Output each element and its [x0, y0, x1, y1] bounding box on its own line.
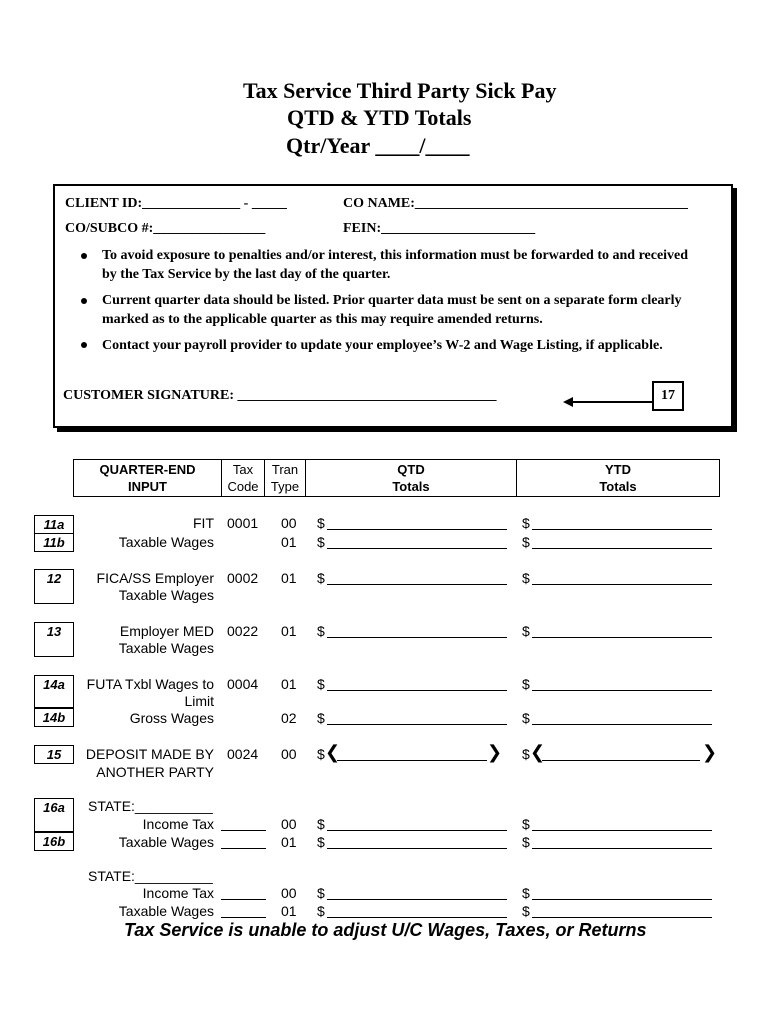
- dollar-sign: $: [317, 816, 325, 832]
- tax-code: 0002: [227, 570, 259, 586]
- taxable-wages-code-input-2[interactable]: [221, 917, 266, 918]
- line-box-16b: 16b: [34, 832, 74, 851]
- dollar-sign: $: [317, 746, 325, 762]
- tax-code: 0004: [227, 676, 259, 692]
- row-label-taxable-wages: Taxable Wages: [118, 903, 214, 919]
- dollar-sign: $: [522, 885, 530, 901]
- dollar-sign: $: [522, 676, 530, 692]
- income-tax-code-input[interactable]: [221, 830, 266, 831]
- chevron-right-icon: ❯: [702, 742, 718, 763]
- dollar-sign: $: [317, 623, 325, 639]
- ytd-input-17a[interactable]: [532, 899, 712, 900]
- chevron-left-icon: ❮: [530, 742, 546, 763]
- qtd-input-16a[interactable]: [327, 830, 507, 831]
- tran-type: 01: [281, 623, 297, 639]
- row-label-taxable-wages: Taxable Wages: [118, 834, 214, 850]
- row-label-employer-med: Employer MED: [119, 623, 214, 639]
- tran-type: 01: [281, 834, 297, 850]
- dollar-sign: $: [522, 515, 530, 531]
- tran-type: 02: [281, 710, 297, 726]
- row-label-taxable-wages: Taxable Wages: [118, 640, 214, 656]
- ytd-input-12[interactable]: [532, 584, 712, 585]
- ytd-input-11b[interactable]: [532, 548, 712, 549]
- ytd-input-16b[interactable]: [532, 848, 712, 849]
- qtd-input-16b[interactable]: [327, 848, 507, 849]
- row-label-taxable-wages: Taxable Wages: [118, 587, 214, 603]
- tran-type: 00: [281, 885, 297, 901]
- qtd-input-15[interactable]: [337, 760, 487, 761]
- ytd-input-11a[interactable]: [532, 529, 712, 530]
- dollar-sign: $: [317, 710, 325, 726]
- line-box-14b: 14b: [34, 708, 74, 727]
- dollar-sign: $: [522, 834, 530, 850]
- chevron-left-icon: ❮: [325, 742, 341, 763]
- table-header: [73, 459, 720, 497]
- qtd-input-11b[interactable]: [327, 548, 507, 549]
- tran-type: 00: [281, 515, 297, 531]
- form-title: Tax Service Third Party Sick Pay: [243, 78, 557, 103]
- notice-bullet-2: Current quarter data should be listed. Prior quarter data must be sent on a separate form clearly marked as to the applicable quarter as this may require amended returns.: [102, 293, 682, 327]
- line-box-14a: 14a: [34, 675, 74, 708]
- dollar-sign: $: [522, 746, 530, 762]
- client-id-field[interactable]: CLIENT ID:______________ - _____: [65, 196, 287, 211]
- notice-bullet-1: To avoid exposure to penalties and/or interest, this information must be forwarded to and received by the Tax Service by the last day of the quarter.: [102, 248, 689, 282]
- tran-type: 00: [281, 746, 297, 762]
- qtd-input-12[interactable]: [327, 584, 507, 585]
- tax-code: 0024: [227, 746, 259, 762]
- tran-type: 01: [281, 534, 297, 550]
- taxable-wages-code-input[interactable]: [221, 848, 266, 849]
- notice-bullet-3: Contact your payroll provider to update your employee’s W-2 and Wage Listing, if applicable.: [102, 338, 663, 353]
- dollar-sign: $: [317, 570, 325, 586]
- row-label-limit: Limit: [184, 693, 214, 709]
- row-label-income-tax: Income Tax: [142, 885, 214, 901]
- row-label-fit: FIT: [193, 515, 214, 531]
- line-box-13: 13: [34, 622, 74, 657]
- bullet-icon: [81, 253, 87, 259]
- line-box-16a: 16a: [34, 798, 74, 832]
- qtd-input-13[interactable]: [327, 637, 507, 638]
- tran-type: 01: [281, 676, 297, 692]
- header-ytd-totals: YTD Totals: [599, 462, 637, 494]
- ytd-input-16a[interactable]: [532, 830, 712, 831]
- qtr-year-field[interactable]: Qtr/Year ____/____: [286, 133, 470, 158]
- dollar-sign: $: [317, 885, 325, 901]
- dollar-sign: $: [522, 534, 530, 550]
- qtd-input-11a[interactable]: [327, 529, 507, 530]
- line-box-11b: 11b: [34, 533, 74, 552]
- client-info-box: [53, 184, 733, 428]
- qtd-input-14a[interactable]: [327, 690, 507, 691]
- co-name-field[interactable]: CO NAME:_______________________________________: [343, 196, 688, 211]
- income-tax-code-input-2[interactable]: [221, 899, 266, 900]
- line-box-15: 15: [34, 745, 74, 764]
- dollar-sign: $: [317, 834, 325, 850]
- row-label-gross-wages: Gross Wages: [129, 710, 214, 726]
- chevron-right-icon: ❯: [487, 742, 503, 763]
- tran-type: 01: [281, 570, 297, 586]
- customer-signature-field[interactable]: CUSTOMER SIGNATURE: _____________________________________: [63, 388, 497, 403]
- ytd-input-14a[interactable]: [532, 690, 712, 691]
- footer-notice: Tax Service is unable to adjust U/C Wages, Taxes, or Returns: [124, 920, 647, 940]
- state-field-2[interactable]: STATE:__________: [88, 868, 213, 884]
- dollar-sign: $: [522, 623, 530, 639]
- form-subtitle: QTD & YTD Totals: [287, 105, 472, 130]
- row-label-fica-ss-employer: FICA/SS Employer: [96, 570, 214, 586]
- ytd-input-14b[interactable]: [532, 724, 712, 725]
- dollar-sign: $: [522, 816, 530, 832]
- arrow-line: [570, 401, 652, 403]
- ytd-input-15[interactable]: [542, 760, 700, 761]
- tran-type: 01: [281, 903, 297, 919]
- header-tran-type: Tran Type: [265, 460, 306, 496]
- dollar-sign: $: [522, 710, 530, 726]
- dollar-sign: $: [317, 534, 325, 550]
- row-label-deposit-made-by: DEPOSIT MADE BY: [85, 746, 214, 762]
- ytd-input-13[interactable]: [532, 637, 712, 638]
- row-label-income-tax: Income Tax: [142, 816, 214, 832]
- box-number-17: 17: [652, 381, 684, 411]
- dollar-sign: $: [317, 903, 325, 919]
- ytd-input-17b[interactable]: [532, 917, 712, 918]
- header-quarter-end-input: QUARTER-END INPUT: [74, 460, 222, 496]
- qtd-input-17b[interactable]: [327, 917, 507, 918]
- state-field[interactable]: STATE:__________: [88, 798, 213, 814]
- tax-code: 0001: [227, 515, 259, 531]
- bullet-icon: [81, 342, 87, 348]
- dollar-sign: $: [522, 903, 530, 919]
- row-label-futa-txbl-wages: FUTA Txbl Wages to: [86, 676, 214, 692]
- dollar-sign: $: [522, 570, 530, 586]
- qtd-input-17a[interactable]: [327, 899, 507, 900]
- co-subco-field[interactable]: CO/SUBCO #:________________: [65, 221, 266, 236]
- fein-field[interactable]: FEIN:______________________: [343, 221, 536, 236]
- header-qtd-totals: QTD Totals: [306, 460, 517, 496]
- line-box-12: 12: [34, 569, 74, 604]
- line-box-11a: 11a: [34, 515, 74, 534]
- dollar-sign: $: [317, 676, 325, 692]
- qtd-input-14b[interactable]: [327, 724, 507, 725]
- bullet-icon: [81, 298, 87, 304]
- dollar-sign: $: [317, 515, 325, 531]
- header-tax-code: Tax Code: [222, 460, 265, 496]
- row-label-another-party: ANOTHER PARTY: [96, 764, 214, 780]
- row-label-taxable-wages: Taxable Wages: [118, 534, 214, 550]
- tax-code: 0022: [227, 623, 259, 639]
- tran-type: 00: [281, 816, 297, 832]
